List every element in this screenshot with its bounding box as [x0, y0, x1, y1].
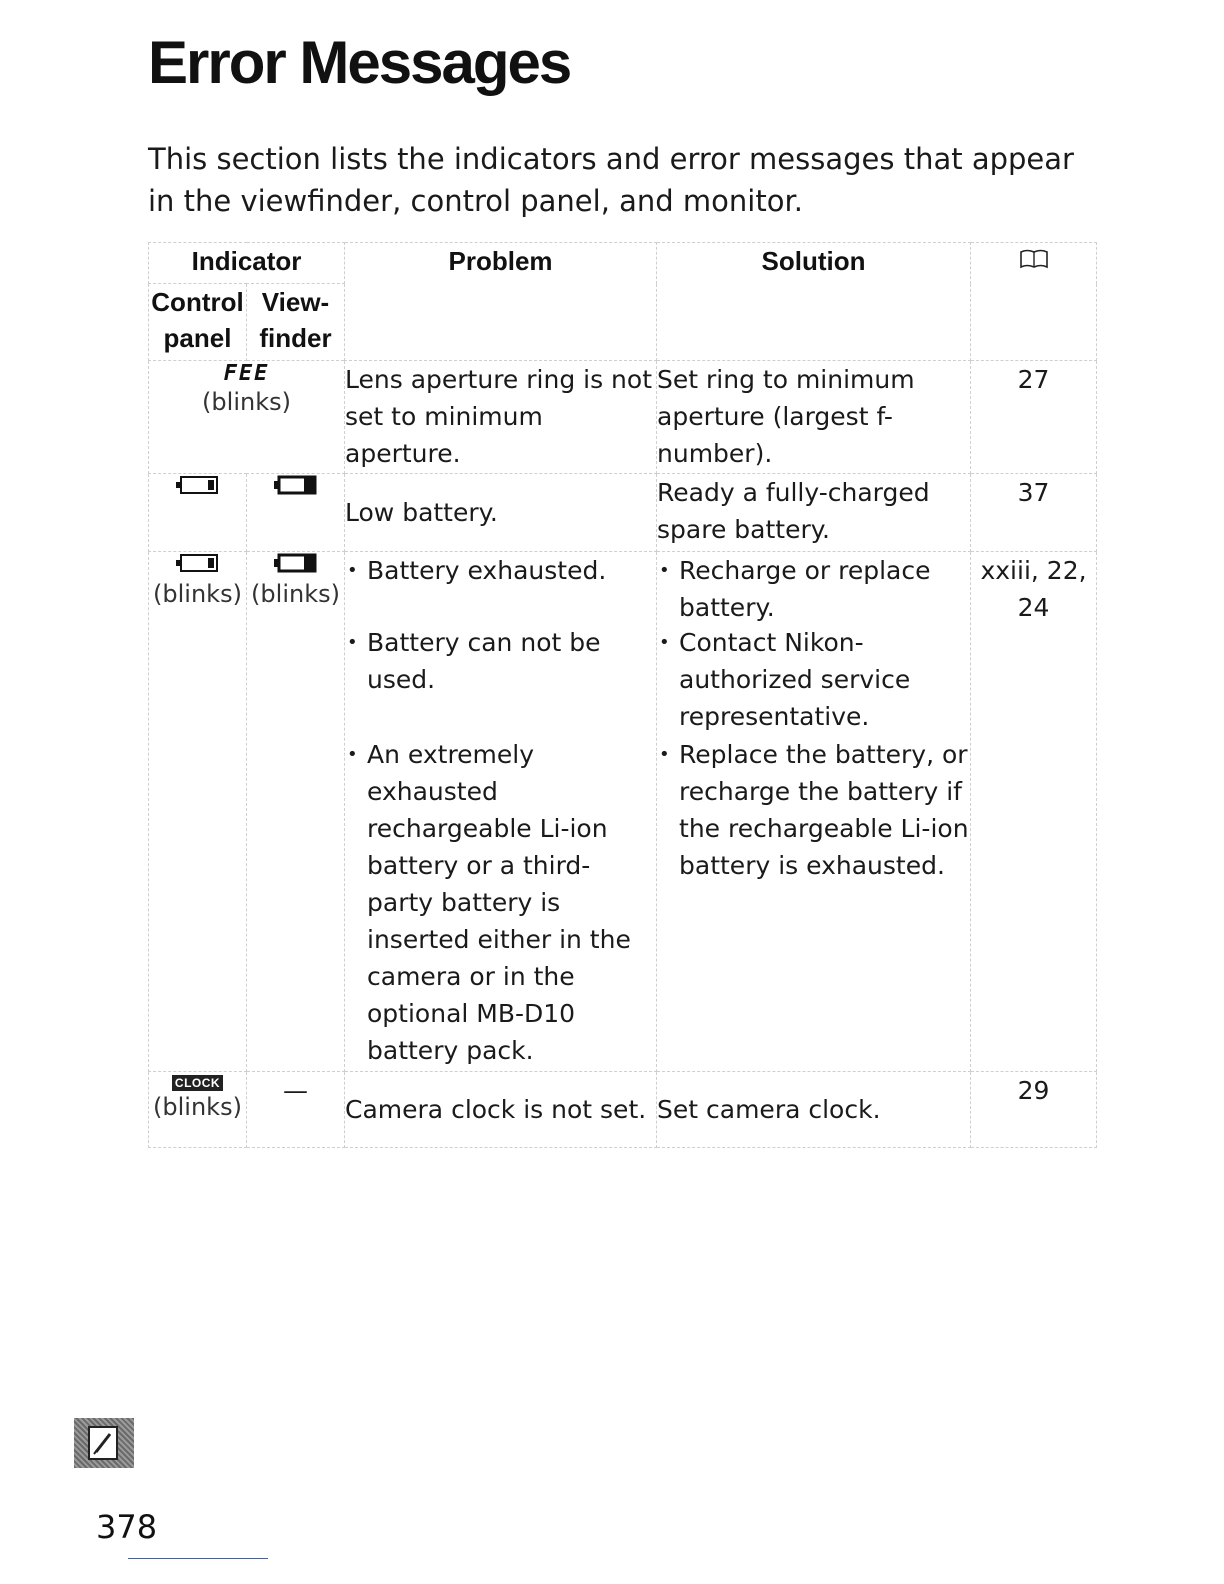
section-tab-icon — [74, 1418, 134, 1468]
low-battery-icon — [273, 552, 319, 574]
error-messages-table — [148, 242, 1097, 1148]
table-row — [149, 1072, 1097, 1148]
page-reference: xxiii, 22, 24 — [971, 552, 1097, 1072]
page-reference: 27 — [971, 361, 1097, 474]
list-item: • Battery exhausted. — [345, 552, 656, 624]
low-battery-icon — [273, 474, 319, 496]
blinks-note: (blinks) — [251, 580, 340, 608]
page-number-rule — [128, 1558, 268, 1559]
header-control-panel: Control panel — [149, 284, 247, 361]
low-battery-icon — [175, 552, 221, 574]
list-item: • Replace the battery, or recharge the battery if the rechargeable Li-ion battery is exhausted. — [657, 736, 970, 884]
viewfinder-indicator-cell: — — [247, 1072, 345, 1148]
page-reference: 37 — [971, 474, 1097, 552]
solution-cell: Ready a fully-charged spare battery. — [657, 474, 971, 552]
viewfinder-indicator-cell — [247, 552, 345, 1072]
list-item: • Battery can not be used. — [345, 624, 656, 736]
list-item: • An extremely exhausted rechargeable Li-ion battery or a third-party battery is inserted either in the camera or in the optional MB-D10 battery pack. — [345, 736, 656, 1069]
table-row — [149, 361, 1097, 474]
problem-cell: Low battery. — [345, 474, 657, 552]
header-page-reference — [971, 243, 1097, 361]
page-title: Error Messages — [148, 29, 571, 96]
control-panel-indicator-cell — [149, 474, 247, 552]
problem-cell: Camera clock is not set. — [345, 1072, 657, 1148]
header-indicator: Indicator — [149, 243, 345, 284]
list-item: • Recharge or replace battery. — [657, 552, 970, 624]
solution-cell: Set ring to minimum aperture (largest f-number). — [657, 361, 971, 474]
control-panel-indicator-cell — [149, 552, 247, 1072]
table-row — [149, 474, 1097, 552]
header-viewfinder: View-finder — [247, 284, 345, 361]
blinks-note: (blinks) — [202, 388, 291, 416]
page-reference: 29 — [971, 1072, 1097, 1148]
header-solution: Solution — [657, 243, 971, 361]
fee-indicator: FEE — [223, 361, 270, 386]
book-icon — [1019, 248, 1049, 270]
table-row — [149, 552, 1097, 1072]
header-problem: Problem — [345, 243, 657, 361]
intro-paragraph: This section lists the indicators and error messages that appear in the viewfinder, control panel, and monitor. — [148, 142, 1074, 218]
clock-indicator: CLOCK — [172, 1075, 223, 1091]
solution-cell: Set camera clock. — [657, 1072, 971, 1148]
pencil-note-icon — [88, 1426, 118, 1460]
list-item: • Contact Nikon-authorized service representative. — [657, 624, 970, 736]
page-number: 378 — [96, 1508, 158, 1546]
blinks-note: (blinks) — [153, 580, 242, 608]
control-panel-indicator-cell — [149, 1072, 247, 1148]
blinks-note: (blinks) — [153, 1093, 242, 1121]
solution-cell — [657, 552, 971, 1072]
viewfinder-indicator-cell — [247, 474, 345, 552]
indicator-cell — [149, 361, 345, 474]
problem-cell: Lens aperture ring is not set to minimum aperture. — [345, 361, 657, 474]
low-battery-icon — [175, 474, 221, 496]
problem-cell — [345, 552, 657, 1072]
